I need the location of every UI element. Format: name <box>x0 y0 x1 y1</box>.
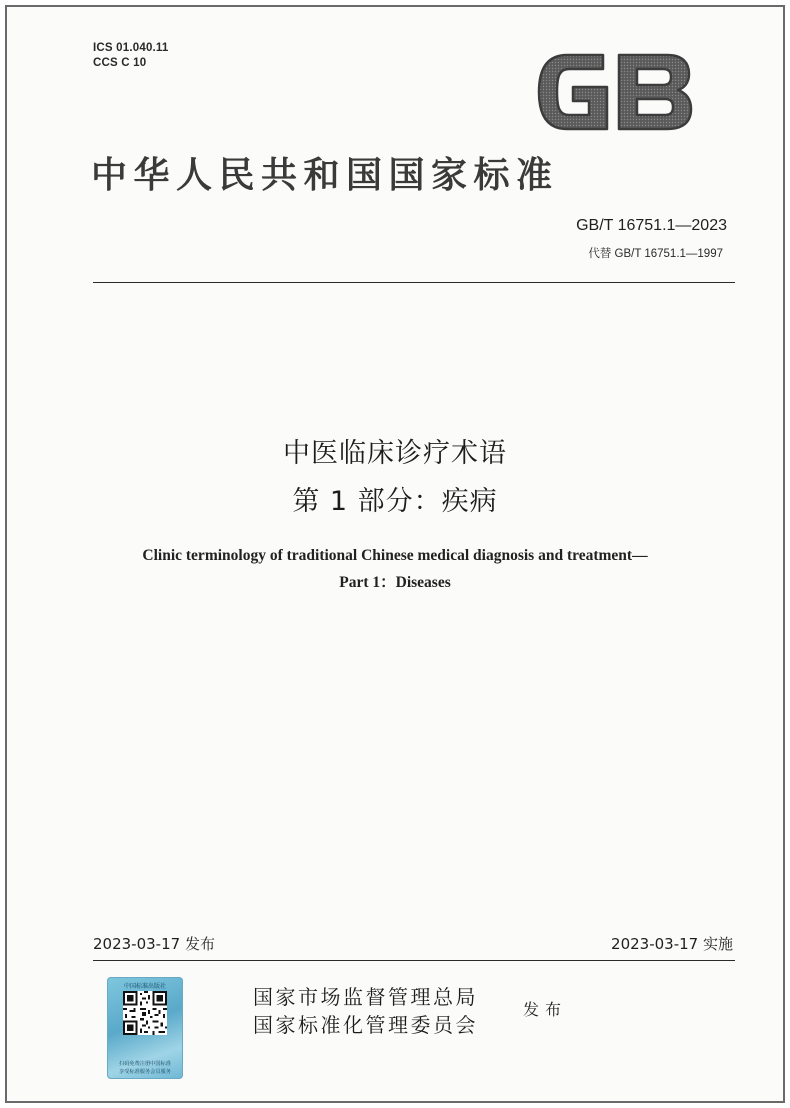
replaced-standard: 代替 GB/T 16751.1—1997 <box>588 248 723 260</box>
qr-code-icon <box>123 991 167 1035</box>
effective-date: 2023-03-17 实施 <box>611 935 733 953</box>
english-title-line-1: Clinic terminology of traditional Chinese medical diagnosis and treatment— <box>142 547 648 564</box>
anti-counterfeit-qr-sticker[interactable] <box>107 977 183 1079</box>
footer-divider <box>93 960 735 961</box>
issue-date: 2023-03-17 发布 <box>93 935 215 953</box>
classification-codes <box>93 41 169 71</box>
national-standard-title: 中华人民共和国国家标准 <box>91 154 559 196</box>
sticker-note-2: 享受标准服务会员服务 <box>119 1069 171 1075</box>
standard-number: GB/T 16751.1—2023 <box>576 217 727 234</box>
header-divider <box>93 282 735 283</box>
chinese-title-line-1: 中医临床诊疗术语 <box>283 438 507 469</box>
chinese-title-line-2: 第 1 部分：疾病 <box>292 486 498 517</box>
sticker-header: 中国标准出版社 <box>123 983 166 990</box>
ics-code: ICS 01.040.11 <box>93 42 169 54</box>
publish-label: 发布 <box>523 1000 568 1019</box>
issuer-sac: 国家标准化管理委员会 <box>253 1013 478 1037</box>
issuer-samr: 国家市场监督管理总局 <box>253 985 478 1009</box>
gb-logo-icon <box>533 49 697 135</box>
sticker-note-1: 扫码免费注册中国标准 <box>119 1061 171 1067</box>
issuing-authorities <box>253 983 478 1039</box>
ccs-code: CCS C 10 <box>93 57 147 69</box>
standard-cover-page <box>5 5 785 1103</box>
english-title-line-2: Part 1：Diseases <box>339 574 451 591</box>
